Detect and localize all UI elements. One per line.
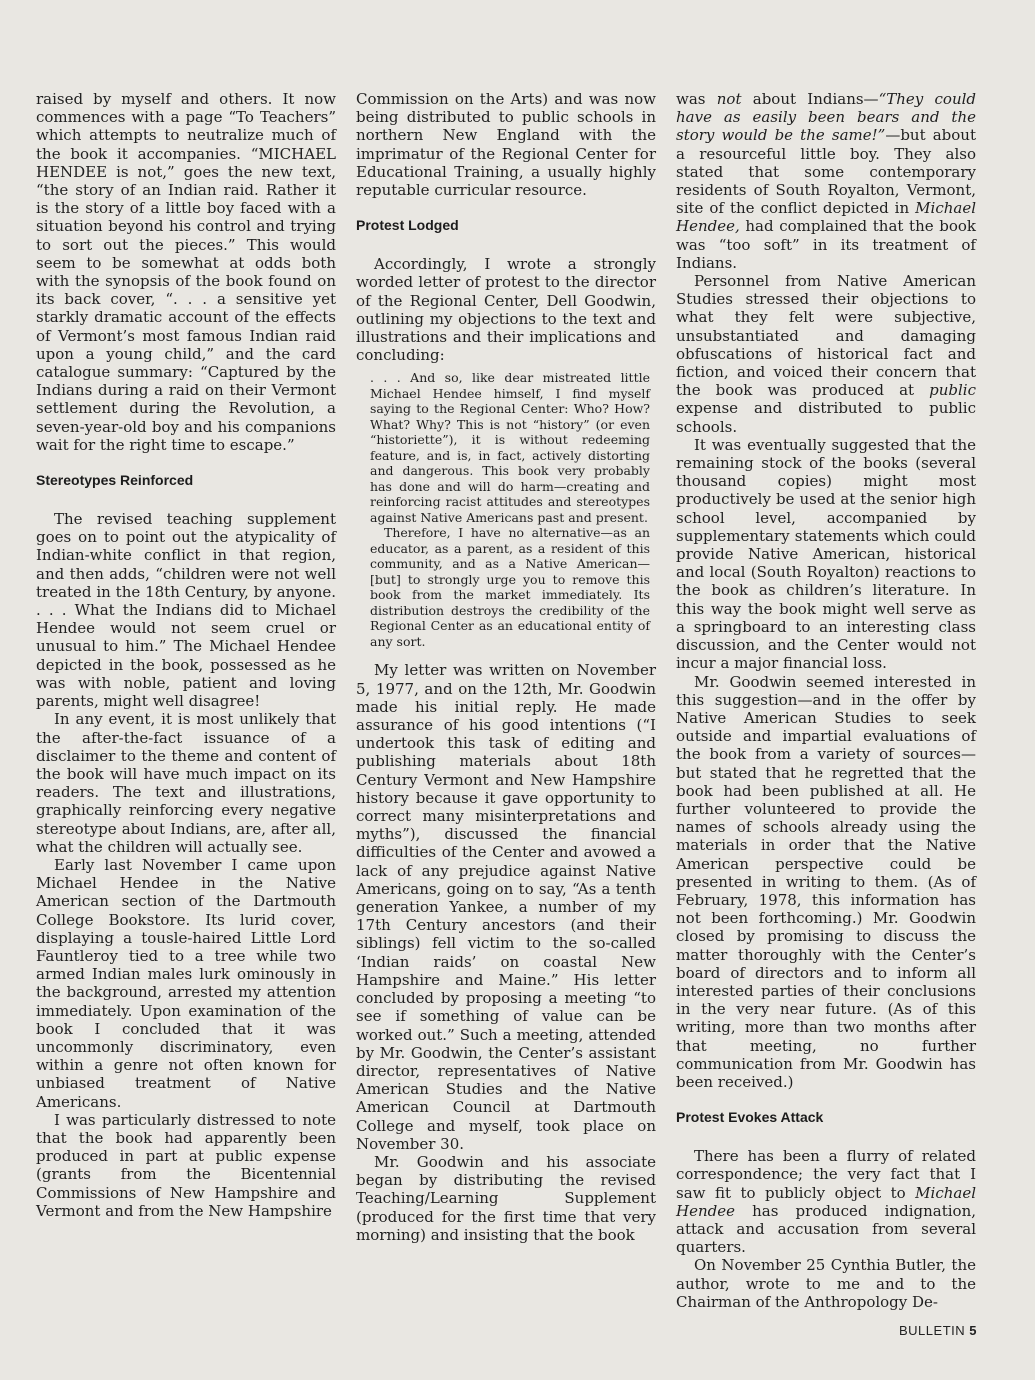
paragraph: was not about Indians—“They could have as easily been bears and the story would be the same!”—but about a resourceful little boy. They also stated that some contemporary residents of South Royalton, Vermont, site of the conflict depicted in Michael Hendee, had complained that the book was “too soft” in its treatment of Indians. bbox=[676, 90, 976, 272]
page-number: 5 bbox=[969, 1323, 977, 1338]
paragraph: In any event, it is most unlikely that the after-the-fact issuance of a disclaimer to the theme and content of the book will have much impact on its readers. The text and illustrations, graphically reinforcing every negative stereotype about Indians, are, after all, what the children will actually see. bbox=[36, 710, 336, 856]
publication-name: BULLETIN bbox=[899, 1323, 966, 1338]
column-middle bbox=[356, 90, 656, 1244]
paragraph: I was particularly distressed to note that the book had apparently been produced in part at public expense (grants from the Bicentennial Commissions of New Hampshire and Vermont and from the New Hampshire bbox=[36, 1110, 336, 1220]
quote-paragraph: . . . And so, like dear mistreated little Michael Hendee himself, I find myself saying to the Regional Center: Who? How? What? Why? This is not “history” (or even “historiette”), it is without redeeming feature, and is, in fact, actively distorting and dangerous. This book very probably has done and will do harm—creating and reinforcing racist attitudes and stereotypes against Native Americans past and present. bbox=[370, 370, 650, 525]
paragraph: My letter was written on November 5, 1977, and on the 12th, Mr. Goodwin made his initial reply. He made assurance of his good intentions (“I undertook this task of editing and publishing materials about 18th Century Vermont and New Hampshire history because it gave opportunity to correct many misinterpretations and myths”), discussed the financial difficulties of the Center and avowed a lack of any prejudice against Native Americans, going on to say, “As a tenth generation Yankee, a number of my 17th Century ancestors (and their siblings) fell victim to the so-called ‘Indian raids’ on coastal New Hampshire and Maine.” His letter concluded by proposing a meeting “to see if something of value can be worked out.” Such a meeting, attended by Mr. Goodwin, the Center’s assistant director, representatives of Native American Studies and the Native American Council at Dartmouth College and myself, took place on November 30. bbox=[356, 661, 656, 1153]
paragraph: The revised teaching supplement goes on to point out the atypicality of Indian-white conflict in that region, and then adds, “children were not well treated in the 18th Century, by anyone. . . . What the Indians did to Michael Hendee would not seem cruel or unusual to him.” The Michael Hendee depicted in the book, possessed as he was with noble, patient and loving parents, might well disagree! bbox=[36, 510, 336, 711]
paragraph: Mr. Goodwin seemed interested in this suggestion—and in the offer by Native American Studies to seek outside and impartial evaluations of the book from a variety of sources—but stated that he regretted that the book had been published at all. He further volunteered to provide the names of schools already using the materials in order that the Native American perspective could be presented in writing to them. (As of February, 1978, this information has not been forthcoming.) Mr. Goodwin closed by promising to discuss the matter thoroughly with the Center’s board of directors and to inform all interested parties of their conclusions in the very near future. (As of this writing, more than two months after that meeting, no further communication from Mr. Goodwin has been received.) bbox=[676, 672, 976, 1091]
section-heading: Protest Evokes Attack bbox=[676, 1109, 824, 1126]
paragraph: Personnel from Native American Studies stressed their objections to what they felt were subjective, unsubstantiated and damaging obfuscations of historical fact and fiction, and voiced their concern that the book was produced at public expense and distributed to public schools. bbox=[676, 272, 976, 436]
section-heading: Protest Lodged bbox=[356, 217, 459, 234]
paragraph: There has been a flurry of related correspondence; the very fact that I saw fit to publicly object to Michael Hendee has produced indignation, attack and accusation from several quarters. bbox=[676, 1147, 976, 1257]
page-footer bbox=[899, 1323, 977, 1338]
paragraph: Mr. Goodwin and his associate began by distributing the revised Teaching/Learning Supplement (produced for the first time that very morning) and insisting that the book bbox=[356, 1152, 656, 1244]
paragraph: raised by myself and others. It now commences with a page “To Teachers” which attempts to neutralize much of the book it accompanies. “MICHAEL HENDEE is not,” goes the new text, “the story of an Indian raid. Rather it is the story of a little boy faced with a situation beyond his control and trying to sort out the pieces.” This would seem to be somewhat at odds both with the synopsis of the book found on its back cover, “. . . a sensitive yet starkly dramatic account of the effects of Vermont’s most famous Indian raid upon a young child,” and the card catalogue summary: “Captured by the Indians during a raid on their Vermont settlement during the Revolution, a seven-year-old boy and his companions wait for the right time to escape.” bbox=[36, 90, 336, 454]
paragraph: Commission on the Arts) and was now being distributed to public schools in northern New England with the imprimatur of the Regional Center for Educational Training, a usually highly reputable curricular resource. bbox=[356, 90, 656, 200]
paragraph: It was eventually suggested that the remaining stock of the books (several thousand copies) might most productively be used at the senior high school level, accompanied by supplementary statements which could provide Native American, historical and local (South Royalton) reactions to the book as children’s literature. In this way the book might well serve as a springboard to an interesting class discussion, and the Center would not incur a major financial loss. bbox=[676, 435, 976, 673]
block-quote bbox=[370, 370, 650, 649]
paragraph: On November 25 Cynthia Butler, the author, wrote to me and to the Chairman of the Anthropology De- bbox=[676, 1256, 976, 1311]
quote-paragraph: Therefore, I have no alternative—as an educator, as a parent, as a resident of this community, and as a Native American—[but] to strongly urge you to remove this book from the market immediately. Its distribution destroys the credibility of the Regional Center as an educational entity of any sort. bbox=[370, 525, 650, 649]
paragraph: Accordingly, I wrote a strongly worded letter of protest to the director of the Regional Center, Dell Goodwin, outlining my objections to the text and illustrations and their implications and concluding: bbox=[356, 255, 656, 365]
column-left bbox=[36, 90, 336, 1220]
column-right bbox=[676, 90, 976, 1311]
section-heading: Stereotypes Reinforced bbox=[36, 472, 194, 489]
paragraph: Early last November I came upon Michael Hendee in the Native American section of the Dartmouth College Bookstore. Its lurid cover, displaying a tousle-haired Little Lord Fauntleroy tied to a tree while two armed Indian males lurk ominously in the background, arrested my attention immediately. Upon examination of the book I concluded that it was uncommonly discriminatory, even within a genre not often known for unbiased treatment of Native Americans. bbox=[36, 855, 336, 1111]
